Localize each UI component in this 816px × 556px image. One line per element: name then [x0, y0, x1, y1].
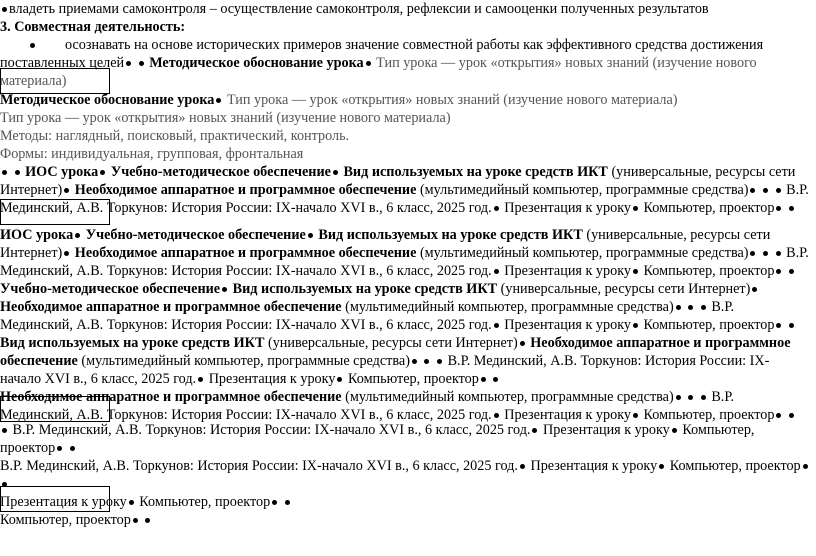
text-hardware-detail: (мультимедийный компьютер, программные средства) [345, 389, 674, 405]
text-hardware-detail: (мультимедийный компьютер, программные средства) [345, 299, 674, 315]
heading-hardware: Необходимое аппаратное и программное обеспечение [74, 182, 417, 198]
empty-frame [0, 199, 110, 225]
bullet-icon [763, 188, 768, 193]
bullet-icon [750, 251, 755, 256]
heading-hardware: Необходимое аппаратное и программное обеспечение [74, 245, 417, 261]
bullet-icon [494, 269, 499, 274]
bullet-icon [412, 359, 417, 364]
bullet-icon [776, 188, 781, 193]
bullet-icon [688, 395, 693, 400]
text-computer: Компьютер, проектор [0, 512, 131, 528]
text-lesson-type: Тип урока — урок «открытия» новых знаний (изучение нового материала) [226, 92, 678, 108]
text-computer: Компьютер, проектор [643, 407, 775, 423]
heading-hardware: Необходимое аппаратное и программное обеспечение [0, 335, 791, 369]
bullet-icon [776, 206, 781, 211]
bullet-icon [139, 61, 144, 66]
text-computer: Компьютер, проектор [669, 458, 801, 474]
section-self-control [0, 0, 810, 90]
bullet-icon [133, 518, 138, 523]
bullet-icon [75, 233, 80, 238]
text-methods: Методы: наглядный, поисковый, практический, контроль. [0, 128, 350, 144]
bullet-icon [776, 251, 781, 256]
bullet-icon [776, 269, 781, 274]
bullet-icon [633, 413, 638, 418]
bullet-icon [308, 233, 313, 238]
text-forms: Формы: индивидуальная, групповая, фронтальная [0, 146, 304, 162]
text-hardware-detail: (мультимедийный компьютер, программные средства) [81, 353, 410, 369]
bullet-icon [789, 323, 794, 328]
bullet-icon [688, 305, 693, 310]
bullet-icon [216, 98, 221, 103]
text-presentation: Презентация к уроку [208, 371, 336, 387]
bullet-icon [803, 464, 808, 469]
text-ict-detail: (универсальные, ресурсы сети Интернет) [0, 164, 796, 198]
text-joint-work: осознавать на основе исторических примеров значение совместной работы как эффективного средства достижения поставленных целей [0, 37, 764, 71]
bullet-icon [676, 395, 681, 400]
text-computer: Компьютер, проектор [643, 317, 775, 333]
heading-hardware: Необходимое аппаратное и программное обеспечение [0, 389, 342, 405]
text-textbook: В.Р. Мединский, А.В. Торкунов: История России: IX-начало XVI в., 6 класс, 2025 год. [0, 389, 735, 423]
text-computer: Компьютер, проектор [347, 371, 479, 387]
bullet-icon [701, 305, 706, 310]
bullet-icon [126, 61, 131, 66]
bullet-icon [129, 500, 134, 505]
heading-uch: Учебно-методическое обеспечение [110, 164, 331, 180]
bullet-icon [494, 206, 499, 211]
heading-ict: Вид используемых на уроке средств ИКТ [343, 164, 608, 180]
text-ict-detail: (универсальные, ресурсы сети Интернет) [500, 281, 751, 297]
heading-ios: ИОС урока [25, 164, 99, 180]
bullet-icon [481, 377, 486, 382]
heading-ios: ИОС урока [0, 227, 74, 243]
heading-methodical: Методическое обоснование урока [149, 55, 364, 71]
text-presentation: Презентация к уроку [504, 317, 631, 333]
text-computer: Компьютер, проектор [643, 200, 775, 216]
bullet-icon [30, 43, 35, 48]
bullet-icon [659, 464, 664, 469]
bullet-icon [789, 206, 794, 211]
bullet-icon [672, 428, 677, 433]
bullet-icon [57, 446, 62, 451]
bullet-icon [333, 170, 338, 175]
bullet-icon [64, 251, 69, 256]
bullet-icon [493, 377, 498, 382]
bullet-icon [789, 413, 794, 418]
bullet-icon [366, 61, 371, 66]
bullet-icon [2, 7, 7, 12]
bullet-icon [789, 269, 794, 274]
text-computer: Компьютер, проектор [643, 263, 775, 279]
section-textbook [0, 421, 810, 529]
text-presentation: Презентация к уроку [504, 407, 631, 423]
bullet-icon [2, 428, 7, 433]
text-self-control: владеть приемами самоконтроля – осуществление самоконтроля, рефлексии и самооценки полученных результатов [9, 1, 709, 17]
text-presentation: Презентация к уроку [504, 200, 631, 216]
bullet-icon [776, 413, 781, 418]
bullet-icon [532, 428, 537, 433]
bullet-icon [70, 446, 75, 451]
bullet-icon [64, 188, 69, 193]
bullet-icon [222, 287, 227, 292]
bullet-icon [676, 305, 681, 310]
bullet-icon [2, 170, 7, 175]
heading-hardware: Необходимое аппаратное и программное обеспечение [0, 299, 342, 315]
bullet-icon [763, 251, 768, 256]
text-textbook: В.Р. Мединский, А.В. Торкунов: История России: IX-начало XVI в., 6 класс, 2025 год. [0, 458, 518, 474]
bullet-icon [437, 359, 442, 364]
text-presentation: Презентация к уроку [530, 458, 658, 474]
text-presentation: Презентация к уроку [543, 422, 670, 438]
text-hardware-detail: (мультимедийный компьютер, программные средства) [419, 182, 749, 198]
bullet-icon [145, 518, 150, 523]
bullet-icon [494, 413, 499, 418]
text-textbook: В.Р. Мединский, А.В. Торкунов: История России: IX-начало XVI в., 6 класс, 2025 год. [12, 422, 531, 438]
heading-ict: Вид используемых на уроке средств ИКТ [232, 281, 498, 297]
heading-methodical: Методическое обоснование урока [0, 92, 215, 108]
bullet-icon [100, 170, 105, 175]
text-computer: Компьютер, проектор [139, 494, 271, 510]
bullet-icon [198, 377, 203, 382]
section-resources [0, 226, 810, 424]
bullet-icon [424, 359, 429, 364]
text-ict-detail: (универсальные, ресурсы сети Интернет) [267, 335, 518, 351]
empty-frame [0, 486, 110, 512]
text-ict-detail: (универсальные, ресурсы сети Интернет) [0, 227, 771, 261]
section-methodical [0, 91, 810, 217]
bullet-icon [776, 323, 781, 328]
text-textbook: В.Р. Мединский, А.В. Торкунов: История России: IX-начало XVI в., 6 класс, 2025 год. [0, 245, 809, 279]
bullet-icon [337, 377, 342, 382]
bullet-icon [494, 323, 499, 328]
text-computer: Компьютер, проектор [0, 422, 755, 456]
heading-uch: Учебно-методическое обеспечение [85, 227, 306, 243]
bullet-icon [15, 170, 20, 175]
heading-ict: Вид используемых на уроке средств ИКТ [0, 335, 265, 351]
bullet-icon [752, 287, 757, 292]
text-lesson-type: Тип урока — урок «открытия» новых знаний (изучение нового материала) [0, 55, 757, 89]
text-textbook: В.Р. Мединский, А.В. Торкунов: История России: IX-начало XVI в., 6 класс, 2025 год. [0, 299, 735, 333]
bullet-icon [750, 188, 755, 193]
text-textbook: В.Р. Мединский, А.В. Торкунов: История России: IX-начало XVI в., 6 класс, 2025 год. [0, 182, 809, 216]
heading-uch: Учебно-методическое обеспечение [0, 281, 221, 297]
text-presentation: Презентация к уроку [504, 263, 631, 279]
bullet-icon [633, 323, 638, 328]
heading-section-3: 3. Совместная деятельность: [0, 19, 186, 35]
heading-ict: Вид используемых на уроке средств ИКТ [318, 227, 583, 243]
bullet-icon [285, 500, 290, 505]
bullet-icon [633, 269, 638, 274]
bullet-icon [633, 206, 638, 211]
bullet-icon [272, 500, 277, 505]
text-lesson-type-repeat: Тип урока — урок «открытия» новых знаний (изучение нового материала) [0, 110, 451, 126]
bullet-icon [520, 341, 525, 346]
bullet-icon [701, 395, 706, 400]
text-hardware-detail: (мультимедийный компьютер, программные средства) [419, 245, 749, 261]
bullet-icon [520, 464, 525, 469]
text-presentation: Презентация к уроку [0, 494, 127, 510]
empty-frame [0, 396, 110, 422]
text-textbook: В.Р. Мединский, А.В. Торкунов: История России: IX-начало XVI в., 6 класс, 2025 год. [0, 353, 770, 387]
